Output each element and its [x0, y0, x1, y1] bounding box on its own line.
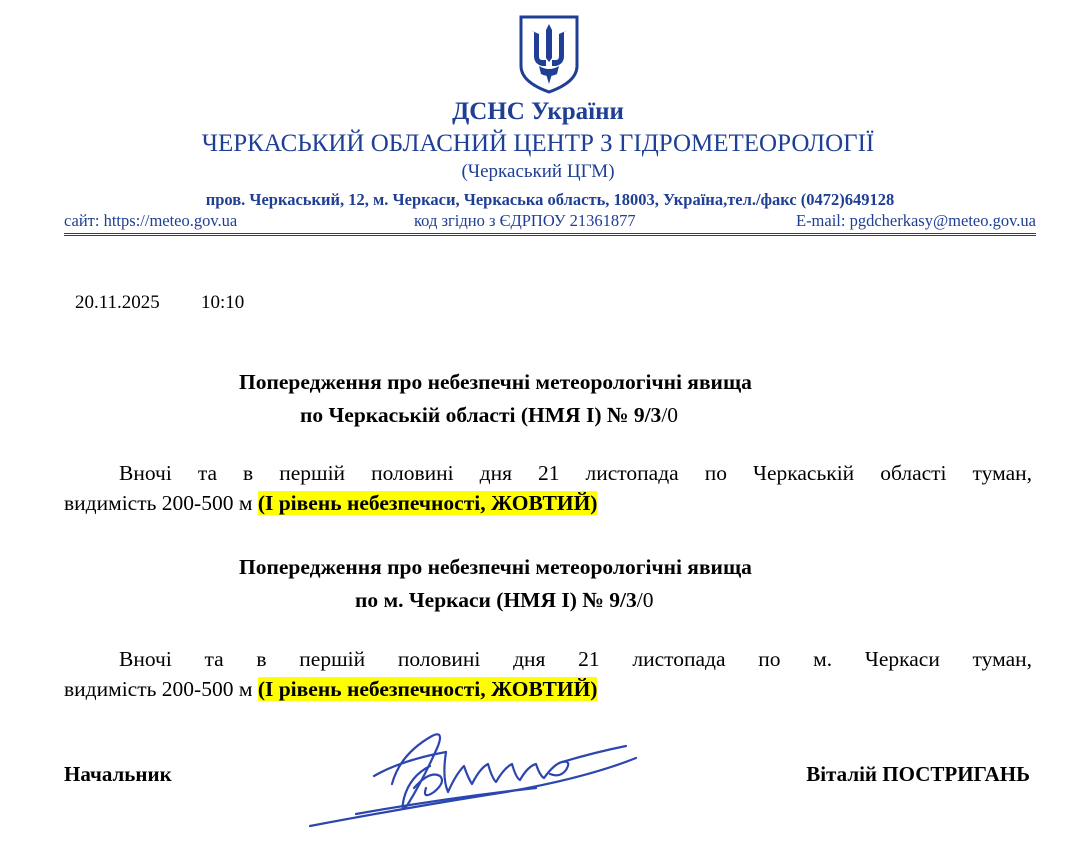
edrpou-code: код згідно з ЄДРПОУ 21361877 [414, 211, 636, 230]
center-name: ЧЕРКАСЬКИЙ ОБЛАСНИЙ ЦЕНТР З ГІДРОМЕТЕОРОЛОГІЇ [201, 130, 875, 157]
website-link[interactable]: сайт: https://meteo.gov.ua [64, 211, 238, 230]
warning-text-line1: Вночі та в першій половині дня 21 листопада по м. Черкаси туман, [119, 647, 1032, 671]
signatory-position: Начальник [64, 762, 172, 786]
warning-title-line1: Попередження про небезпечні метеорологічні явища [239, 555, 752, 579]
contacts-line [64, 211, 1036, 236]
address-line: пров. Черкаський, 12, м. Черкаси, Черкаська область, 18003, Україна,тел./факс (0472)649128 [205, 190, 895, 209]
ukraine-trident-icon [517, 14, 581, 94]
warning-text-line2: видимість 200-500 м (I рівень небезпечності, ЖОВТИЙ) [64, 491, 598, 515]
danger-level-badge: (I рівень небезпечності, ЖОВТИЙ) [257, 677, 598, 701]
handwritten-signature-icon [296, 722, 656, 840]
warning-text-region [64, 458, 1032, 518]
center-short-name: (Черкаський ЦГМ) [461, 161, 615, 182]
warning-text-line1: Вночі та в першій половині дня 21 листопада по Черкаській області туман, [119, 461, 1032, 485]
warning-title-line2: по Черкаській області (НМЯ І) № 9/3/0 [300, 403, 679, 427]
document-date: 20.11.2025 [75, 292, 160, 313]
email-link[interactable]: E-mail: pgdcherkasy@meteo.gov.ua [795, 211, 1036, 230]
warning-text-line2: видимість 200-500 м (I рівень небезпечності, ЖОВТИЙ) [64, 677, 598, 701]
warning-text-city [64, 644, 1032, 704]
signatory-name: Віталій ПОСТРИГАНЬ [806, 762, 1030, 786]
warning-title-line2: по м. Черкаси (НМЯ І) № 9/3/0 [355, 588, 654, 612]
document-time: 10:10 [201, 292, 245, 313]
warning-title-line1: Попередження про небезпечні метеорологічні явища [239, 370, 752, 394]
org-name: ДСНС України [452, 98, 624, 125]
danger-level-badge: (I рівень небезпечності, ЖОВТИЙ) [257, 491, 598, 515]
